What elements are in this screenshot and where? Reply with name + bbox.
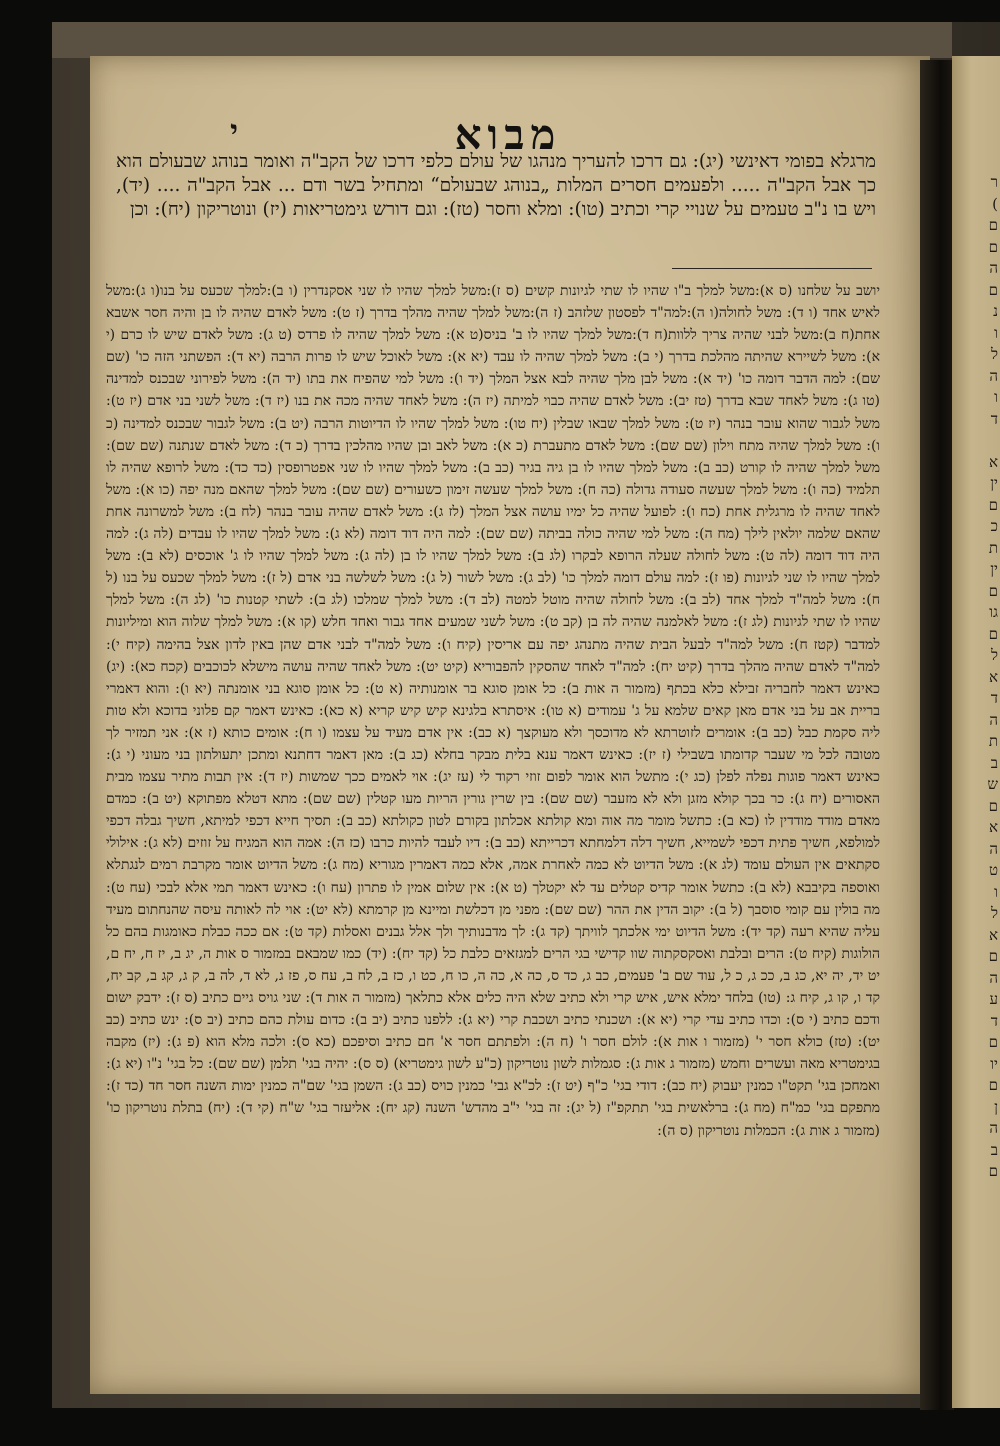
next-page-line-fragment: ו	[994, 882, 998, 901]
next-page-line-fragment	[952, 430, 998, 452]
cover-edge	[52, 22, 952, 58]
footnotes-block: יושב על שלחנו (ס א):משל למלך ב"ו שהיו לו שתי לגיונות קשים (ס ז):משל למלך שהיו לו שני אסקנדרין (ו ב):למלך שכעס על בנו(ו ג):משל לאיש אחד (ו ד): משל לחולה(ו ה):למה"ד לפסטון שלזהב (ז ה):משל למלך שהיה מהלך בדרך (ז ט): משל לאדם שהיה לו בן והיה חסר אשבא אחת(ח ב):משל לבני שהיה צריך ללוות(ח ד):משל למלך שהיו לו ב' בניס(ט א): משל למלך שהיה לו פרדס (ט ג): משל לאדם שיש לו כרם (י א): משל לשיירא שהיתה מהלכת בדרך (י ב): משל למלך שהיה לו עבד (יא א): משל לאוכל שיש לו פרות הרבה (יא ד): הפשתני הזה כו' (שם שם): למה הדבר דומה כו' (יד א): משל לבן מלך שהיה לבא אצל המלך (יד ו): משל למי שהפיח את בתו (יד ה): משל לפירוני שבכנס למדינה (טו ג): משל לאחד שבא בדרך (טז יב): משל לאדם שהיה כבוי למיתה (יז ה): משל לאחד שהיה מכה את בנו (יז ד): משל לשני בני אדם (יז ט): משל לגבור שהוא עובר בנהר (יז ט): משל למלך שבאו שבלין (יח טו): משל למלך שהיו לו הדיוטות הרבה (יט ב): משל לגבור שבכנס למדינה (כ ו): משל למלך שהיה מתח וילון (שם שם): משל לאדם מתעברת (כ א): משל לאב ובן שהיו מהלכין בדרך (כ ד): משל לאדם שנתנה (שם שם): משל למלך שהיה לו קורט (כב ב): משל למלך שהיו לו בן גיה בגיר (כב ב): משל למלך שהיו לו שני אפטרופסין (כד כד): משל לרופא שהיה לו תלמיד (כה ו): משל למלך שעשה סעודה גדולה (כה ח): משל למלך שעשה זימון כשעורים (שם שם): משל למלך שהאם מנה יפה (כו א): משל לאחד שהיה לו מרגלית אחת (כח ו): לפועל שהיה כל ימיו עושה אצל המלך (לז ג): משל לאדם שהיה עובר בנהר (לח ב): משל למשרונה אחת שהאם שלמה יולאין לילך (מח ה): משל למי שהיה כולה בביתה (שם שם): למה היה דוד דומה (לא ג): משל למלך שהיו לו עבדים (לה ג): למה היה דוד דומה (לה ט): משל לחולה שעלה הרופא לבקרו (לג ב): משל למלך שהיו לו בן (לה ג): משל למלך שהיו לו ג' אוכסים (לא ב): משל למלך שהיו לו שני לגיונות (פו ז): למה עולם דומה למלך כו' (לב ג): משל לשור (ל ג): משל לשלשה בני אדם (ל ז): משל למלך שכעס על בנו (ל ח): משל למה"ד למלך אחד (לב ב): משל לחולה שהיה מוטל למטה (לב ד): משל למלך שמלכו (לג ב): לשתי קטנות כו' (לג ה): משל למלך שהיו לו שתי לגיונות (לג ז): משל לאלמנה שהיה לה בן (קב ט): משל לשני שמעים אחד גבור ואחד חלש (קו א): משל למלך שלוה הוא ומיליונות למדבר (קטז ח): משל למה"ד לבעל הבית שהיה מתנהג יפה עם אריסין (קיח ו): משל למה"ד לבני אדם שהן בא‍ין לדון אצל בהימה (קיח י): למה"ד לאדם שהיה מהלך בדרך (קיט יח): למה"ד לאחד שהסקין להפבוריא (קיט יט): משל לאחד שהיה עושה מישלא לכוכבים (קכח כא): (יג) כאינש דאמר לחבריה זבילא כלא בכתף (מזמור ה אות ב): כל אומן סוגא בר אומנותיה (א ט): כל אומן סוגא בני אומנתה (יא ו): והוא דאמרי בריית אב על בני אדם מאן קאים שלמא על ג' עמודים (א טו): איסתרא בלגינא קיש קיש קריא (א כא): כאינש דאמר קם פלוני בדוכא ולא טות ליה סקמת כבל (כב ב): אומרים לזוטרתא לא מדוכסך ולא מעוקצך (א כב): אין אדם מעיד על עצמו (ו ח): אומים כותא (ז א): אני תמזיר לך מטובה לכל מי שעבר קדומתו בשבילי (ז יז): כאינש דאמר ענא בלית מבקר בחלא (כג ב): מאן דאמר דחתנא ומתכן יתעולתון בני מעוני (י ג): כאינש דאמר פוגות נפלה לפלן (כג י): מתשל הוא אומר לפום זוזי רקוד לי (עז יג): אוי לאמים ככך שמשות (יז ד): אין תבות מתיר עצמו מבית האסורים (יח ג): כר בכך קולא מזגן ולא לא מזעבר (שם שם): בין שרין גורין הריות מעו קטלין (שם שם): מתא דטלא מפתוקא (יט ב): כמדם מאדם מודד מודדין לו (כא ב): כתשל מומר מה אוה ומא קולתא אכלתון בקורם לטון כקולתא (כב ב): תסיך חייא דכפי למיתא, חשיך גבלה דכפי למולפא, חשיך פתית דכפי לשמייא, חשיך דלה דלמחתא דכרייתא (כב ב): דיו לעבד להיות כרבו (כז ה): אמה הוא המגיח על זוזים (לא ג): אילולי סקתאים אין העולם עומד (לג א): משל הדיוט לא כמה לאחרת אמה, אלא כמה דאמרין מגוריא (מח ג): משל הדיוט אומר מקרבת רמים לנגתלא ואוספה בקיבבא (לא ב): כתשל אומר קדיס קטלים עד לא יקטלך (ט א): אין שלום אמין לו פתרון (עח ו): כאינש דאמר תמי אלא לבכי (עח ט): מה בולין עם קומי סוסבך (ל ב): יקוב הדין את ההר (שם שם): מפני מן דכלשת ומיינא מן קרמתא (לא יט): אוי לה לאותה עיסה שהנחתום מעיד עליה שהיא רעה (קד יד): משל הדיוט ימי אלכתך לוויתך (קד ג): לך מדבנותיך ולך אלל גבנים ואסלות (קד ט): אם ככה כבלת כאומגות בהם כל הולוגות (קיח ט): הרים ובלבת ואסקסקתוה שוו קדישי בגי הרים למגזאים כלבת כל (קד יח): (יד) כמו שמבאם במזמור ס אות ה, יג ב, יז ח, יח ם, יט יד, יה יא, כג ב, ככ ג, כ ל, עוד שם ב' פעמים, כב ג, כד ס, כה א, כה ה, כו ח, כט ו, כז ב, לח ב, עח ס, פז ג, לא ד, לה ב, ק ג, קג ב, קב יח, קד ו, קו ג, קיח ג: (טו) בלחד ימלא איש, איש קרי ולא כתיב שלא היה כלים אלא כתלאך (מזמור ה אות ד): שני גויס גיים כתיב (ס ז): ידבק ישום ודכם כתיב (י ס): וכדו כתיב עדי קרי (יא א): ושכנתי כתיב ושכבת קרי (יא ג): ללפנו כתיב (יב ב): כדום עולת כהם כתיב (יב ס): ינש כתיב (כב יט): (טז) כולא חסר י' (מזמור ו אות א): לולם חסר ו' (ח ה): ולפתתם חסר א' חם כתיב וסיפכם (כא ס): ולכה מלא הוא (פ ג): (יז) מקבה בגימטריא מאה ועשרים וחמש (מזמור ג אות ג): סגמלות לשון נוטריקון (כ"ע לשון גימטריא) (ס ס): יהיה בגי' תלמן (שם שם): כל בגי' נ"ו (יא ג): ואמחכן בגי' תקט"ו כמנין יעבוק (יח כב): דודי בגי' כ"ף (יט ז): לכ"א גב‍י' כמנין כויס (כב ג): השמן בגי' שם"ה כמנין ימות השנה חסר חד (כד ז): מתפקם בגי' כמ"ח (מח ג): ברלאשית בגי' תתקפ"ז (ל יג): זה בגי' י"ב מהדש' השנה (קג יח): אליעזר בגי' ש"ח (קי ד): (יח) בתלת נוטריקון כו' (מזמור ג אות ג): הכמלות נוטריקון (ס ה):	[106, 283, 880, 1139]
next-page-line-fragment: ם	[988, 237, 998, 256]
next-page-line-fragment: ם	[988, 1033, 998, 1051]
next-page-line-fragment: ל	[990, 646, 998, 664]
next-page-line-fragment: א	[988, 667, 998, 686]
next-page-line-fragment: ה	[989, 1119, 998, 1137]
next-page-line-fragment: ם	[988, 1162, 998, 1180]
next-page-text-fragments	[952, 56, 1000, 1183]
book-gutter	[920, 60, 954, 1410]
next-page-line-fragment: ת	[988, 538, 998, 557]
next-page-line-fragment: נ	[993, 302, 998, 320]
next-page-edge	[952, 56, 1000, 1408]
next-page-line-fragment: יו	[990, 1054, 998, 1073]
next-page-line-fragment: גו	[989, 603, 998, 621]
next-page-line-fragment: ם	[988, 624, 998, 643]
footnote-divider	[672, 268, 872, 269]
next-page-line-fragment: ע	[989, 990, 998, 1008]
next-page-line-fragment: ה	[989, 710, 998, 729]
next-page-line-fragment: ם	[988, 216, 998, 234]
next-page-line-fragment: ם	[988, 280, 998, 299]
next-page-line-fragment: א	[988, 452, 998, 471]
next-page-line-fragment: )	[992, 194, 998, 213]
next-page-line-fragment: ת	[988, 732, 998, 750]
next-page-line-fragment: ה	[989, 259, 998, 277]
next-page-line-fragment: ם	[988, 1076, 998, 1094]
next-page-line-fragment: ם	[988, 495, 998, 514]
next-page-line-fragment: ב	[990, 1140, 998, 1159]
next-page-line-fragment: ט	[988, 861, 998, 879]
next-page-line-fragment: ן	[994, 1097, 998, 1116]
next-page-line-fragment: ם	[988, 581, 998, 600]
next-page-line-fragment: ין	[990, 474, 998, 492]
next-page-line-fragment: ר	[990, 173, 998, 191]
next-page-line-fragment: ד	[990, 409, 998, 428]
next-page-line-fragment: ב	[990, 753, 998, 772]
next-page-line-fragment: ו	[994, 323, 998, 342]
main-paragraph: מרגלא בפומי דאינשי (יג): גם דרכו להעריך מנהגו של עולם כלפי דרכו של הקב"ה ואומר בנוהג שבעולם הוא כך אבל הקב"ה ..... ולפעמים חסרים המלות „בנוהג שבעולם“ ומתחיל בשר ודם ... אבל הקב"ה .... (יד), ויש בו נ"ב טעמים על שנויי קרי וכתיב (טו): ומלא וחסר (טז): וגם דורש גימטריאות (יז) ונוטריקון (יח): וכן	[116, 151, 876, 220]
next-page-line-fragment: ה	[989, 366, 998, 385]
page-title: מבוא	[454, 110, 562, 159]
next-page-line-fragment: כ	[990, 517, 998, 535]
next-page-line-fragment: ה	[989, 839, 998, 858]
next-page-line-fragment: ד	[990, 689, 998, 707]
next-page-line-fragment: ל	[990, 904, 998, 922]
next-page-line-fragment: ש	[987, 775, 998, 793]
next-page-line-fragment: ם	[988, 947, 998, 965]
next-page-line-fragment: א	[988, 818, 998, 836]
next-page-line-fragment: א	[988, 925, 998, 944]
next-page-line-fragment: ל	[990, 345, 998, 363]
next-page-line-fragment: ד	[990, 1011, 998, 1030]
next-page-line-fragment: ו	[994, 388, 998, 406]
next-page-line-fragment: ה	[989, 968, 998, 987]
page-number: י	[230, 114, 238, 149]
next-page-line-fragment: ם	[988, 796, 998, 815]
next-page-line-fragment: ין	[990, 560, 998, 578]
